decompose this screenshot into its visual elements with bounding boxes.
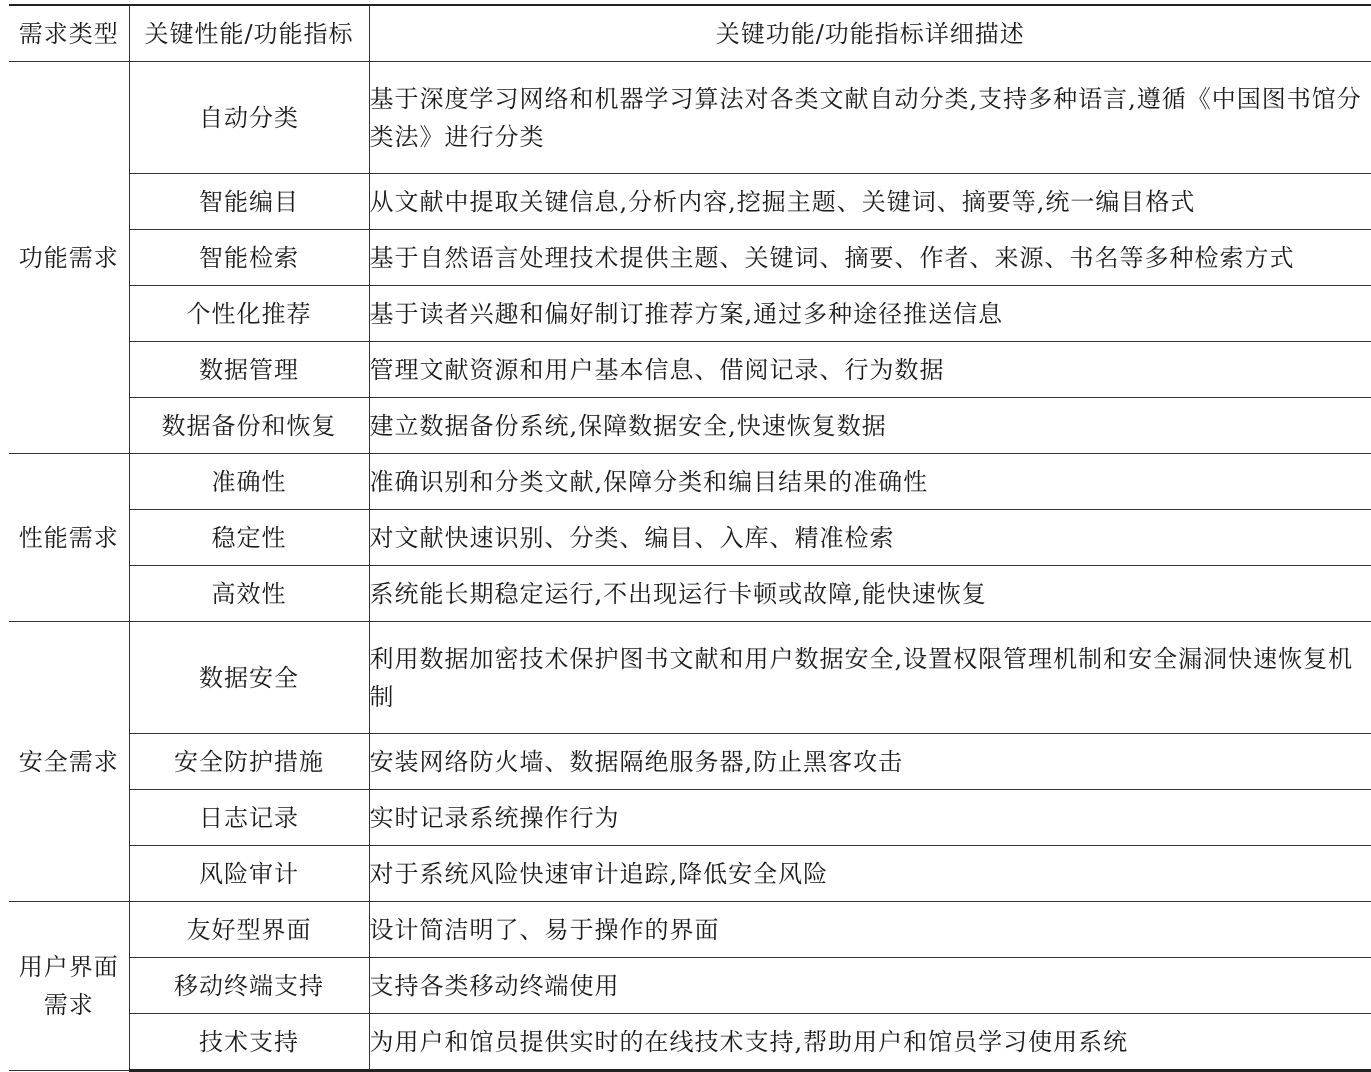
requirement-type-functional: 功能需求 <box>9 62 129 454</box>
metric-cell: 智能编目 <box>129 174 369 230</box>
header-key-metric: 关键性能/功能指标 <box>129 5 369 62</box>
metric-cell: 数据备份和恢复 <box>129 398 369 454</box>
description-cell: 准确识别和分类文献,保障分类和编目结果的准确性 <box>369 454 1371 510</box>
metric-cell: 友好型界面 <box>129 902 369 958</box>
description-cell: 对于系统风险快速审计追踪,降低安全风险 <box>369 846 1371 902</box>
table-row <box>9 230 1371 286</box>
table-row <box>9 790 1371 846</box>
header-requirement-type: 需求类型 <box>9 5 129 62</box>
table-row <box>9 62 1371 174</box>
table-header-row <box>9 5 1371 62</box>
description-cell: 设计简洁明了、易于操作的界面 <box>369 902 1371 958</box>
metric-cell: 日志记录 <box>129 790 369 846</box>
metric-cell: 高效性 <box>129 566 369 622</box>
metric-cell: 移动终端支持 <box>129 958 369 1014</box>
metric-cell: 技术支持 <box>129 1014 369 1071</box>
header-description: 关键功能/功能指标详细描述 <box>369 5 1371 62</box>
metric-cell: 稳定性 <box>129 510 369 566</box>
requirement-type-ui-line1: 用户界面 <box>18 953 119 981</box>
table-row <box>9 734 1371 790</box>
description-cell: 支持各类移动终端使用 <box>369 958 1371 1014</box>
description-cell: 系统能长期稳定运行,不出现运行卡顿或故障,能快速恢复 <box>369 566 1371 622</box>
requirement-type-performance: 性能需求 <box>9 454 129 622</box>
table-row <box>9 342 1371 398</box>
requirement-type-ui-line2: 需求 <box>43 991 94 1019</box>
table-row <box>9 902 1371 958</box>
description-cell: 基于深度学习网络和机器学习算法对各类文献自动分类,支持多种语言,遵循《中国图书馆分类法》进行分类 <box>369 62 1371 174</box>
requirement-type-ui <box>9 902 129 1071</box>
description-cell: 利用数据加密技术保护图书文献和用户数据安全,设置权限管理机制和安全漏洞快速恢复机制 <box>369 622 1371 734</box>
metric-cell: 准确性 <box>129 454 369 510</box>
table-row <box>9 1014 1371 1071</box>
requirements-table <box>9 4 1371 1072</box>
description-cell: 基于自然语言处理技术提供主题、关键词、摘要、作者、来源、书名等多种检索方式 <box>369 230 1371 286</box>
metric-cell: 智能检索 <box>129 230 369 286</box>
table-row <box>9 846 1371 902</box>
metric-cell: 数据管理 <box>129 342 369 398</box>
table-row <box>9 622 1371 734</box>
table-row <box>9 510 1371 566</box>
table-row <box>9 174 1371 230</box>
metric-cell: 安全防护措施 <box>129 734 369 790</box>
table-row <box>9 958 1371 1014</box>
description-cell: 对文献快速识别、分类、编目、入库、精准检索 <box>369 510 1371 566</box>
description-cell: 建立数据备份系统,保障数据安全,快速恢复数据 <box>369 398 1371 454</box>
description-cell: 为用户和馆员提供实时的在线技术支持,帮助用户和馆员学习使用系统 <box>369 1014 1371 1071</box>
metric-cell: 个性化推荐 <box>129 286 369 342</box>
metric-cell: 数据安全 <box>129 622 369 734</box>
description-cell: 管理文献资源和用户基本信息、借阅记录、行为数据 <box>369 342 1371 398</box>
requirement-type-security: 安全需求 <box>9 622 129 902</box>
description-cell: 从文献中提取关键信息,分析内容,挖掘主题、关键词、摘要等,统一编目格式 <box>369 174 1371 230</box>
table-row <box>9 398 1371 454</box>
description-cell: 基于读者兴趣和偏好制订推荐方案,通过多种途径推送信息 <box>369 286 1371 342</box>
table-row <box>9 454 1371 510</box>
description-cell: 实时记录系统操作行为 <box>369 790 1371 846</box>
table-row <box>9 566 1371 622</box>
metric-cell: 风险审计 <box>129 846 369 902</box>
table-row <box>9 286 1371 342</box>
metric-cell: 自动分类 <box>129 62 369 174</box>
description-cell: 安装网络防火墙、数据隔绝服务器,防止黑客攻击 <box>369 734 1371 790</box>
